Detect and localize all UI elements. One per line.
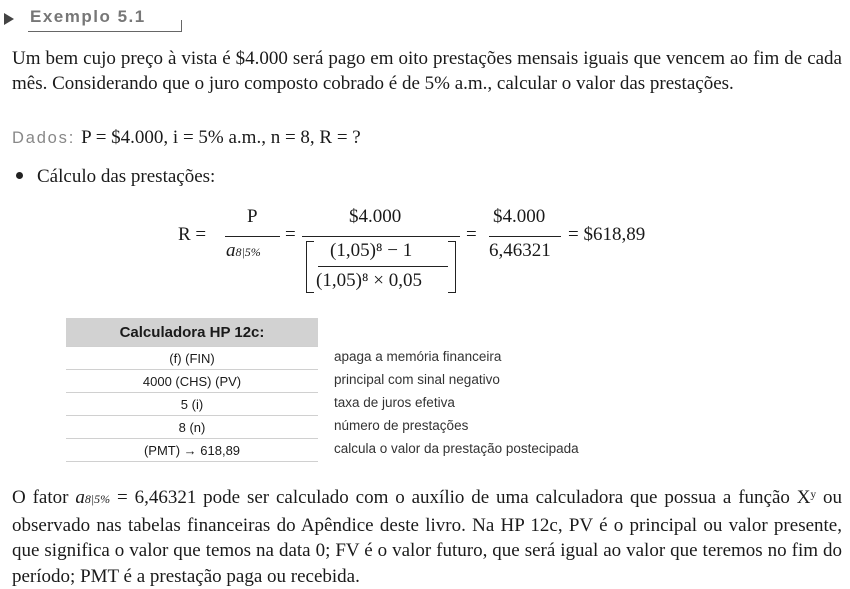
explanation-paragraph [12,485,842,589]
formula-eq1: = [285,224,296,245]
given-data-label: Dados: [12,129,76,147]
annuity-a: a [226,240,236,261]
hp12c-key-2: 4000 (CHS) (PV) [66,370,318,393]
bullet-dot-icon [16,172,23,179]
example-label: Exemplo 5.1 [30,7,146,26]
hp12c-descriptions [334,345,579,460]
explanation-rest: = 6,46321 pode ser calculado com o auxílio de uma calculadora que possua a função Xʸ ou observado nas tabelas financeiras do Apêndice deste livro. Na HP 12c, PV é o principal ou valor presente, que significa o valor que temos na data 0; FV é o valor futuro, que será igual ao valor que teremos no fim do período; PMT é a prestação paga ou recebida. [12,487,842,587]
hp12c-desc-1: apaga a memória financeira [334,349,502,364]
bullet-item [16,166,215,188]
formula-den2: 6,46321 [489,240,551,261]
hp12c-table [66,318,318,462]
fraction-line-2 [302,236,460,237]
fraction-line-3 [318,266,448,267]
explanation-a: a [75,487,85,508]
example-header [2,4,188,32]
hp12c-desc-4: número de prestações [334,418,469,433]
formula-lhs: R = [178,224,207,245]
formula-p: P [247,206,258,227]
hp12c-title: Calculadora HP 12c: [66,318,318,347]
fraction-line-4 [489,236,561,237]
formula-eq2: = [466,224,477,245]
bullet-text: Cálculo das prestações: [37,166,216,187]
hp12c-key-3: 5 (i) [66,393,318,416]
given-data [12,127,361,149]
annuity-sub: 8|5% [235,245,261,259]
formula-num2: $4.000 [493,206,546,227]
formula-den-bot: (1,05)⁸ × 0,05 [316,270,422,291]
problem-statement: Um bem cujo preço à vista é $4.000 será pago em oito prestações mensais iguais que vencem ao fim de cada mês. Considerando que o juro composto cobrado é de 5% a.m., calcular o valor das prestações. [12,48,842,94]
hp12c-key-4: 8 (n) [66,416,318,439]
given-data-values: P = $4.000, i = 5% a.m., n = 8, R = ? [81,127,361,148]
explanation-start: O fator [12,487,76,508]
formula-num1: $4.000 [349,206,402,227]
fraction-line-1 [225,236,280,237]
triangle-marker-icon [4,13,14,25]
header-tick [181,20,182,32]
formula-den-top: (1,05)⁸ − 1 [330,240,413,261]
hp12c-desc-2: principal com sinal negativo [334,372,500,387]
hp12c-key-1: (f) (FIN) [66,347,318,370]
hp12c-key-5: (PMT) → 618,89 [66,439,318,462]
formula-result: = $618,89 [568,224,646,245]
left-bracket [306,241,314,293]
right-bracket [448,241,456,293]
annuity-factor [226,240,261,262]
hp12c-desc-3: taxa de juros efetiva [334,395,455,410]
header-underline [28,31,182,32]
explanation-sub: 8|5% [84,492,111,506]
hp12c-desc-5: calcula o valor da prestação postecipada [334,441,579,456]
